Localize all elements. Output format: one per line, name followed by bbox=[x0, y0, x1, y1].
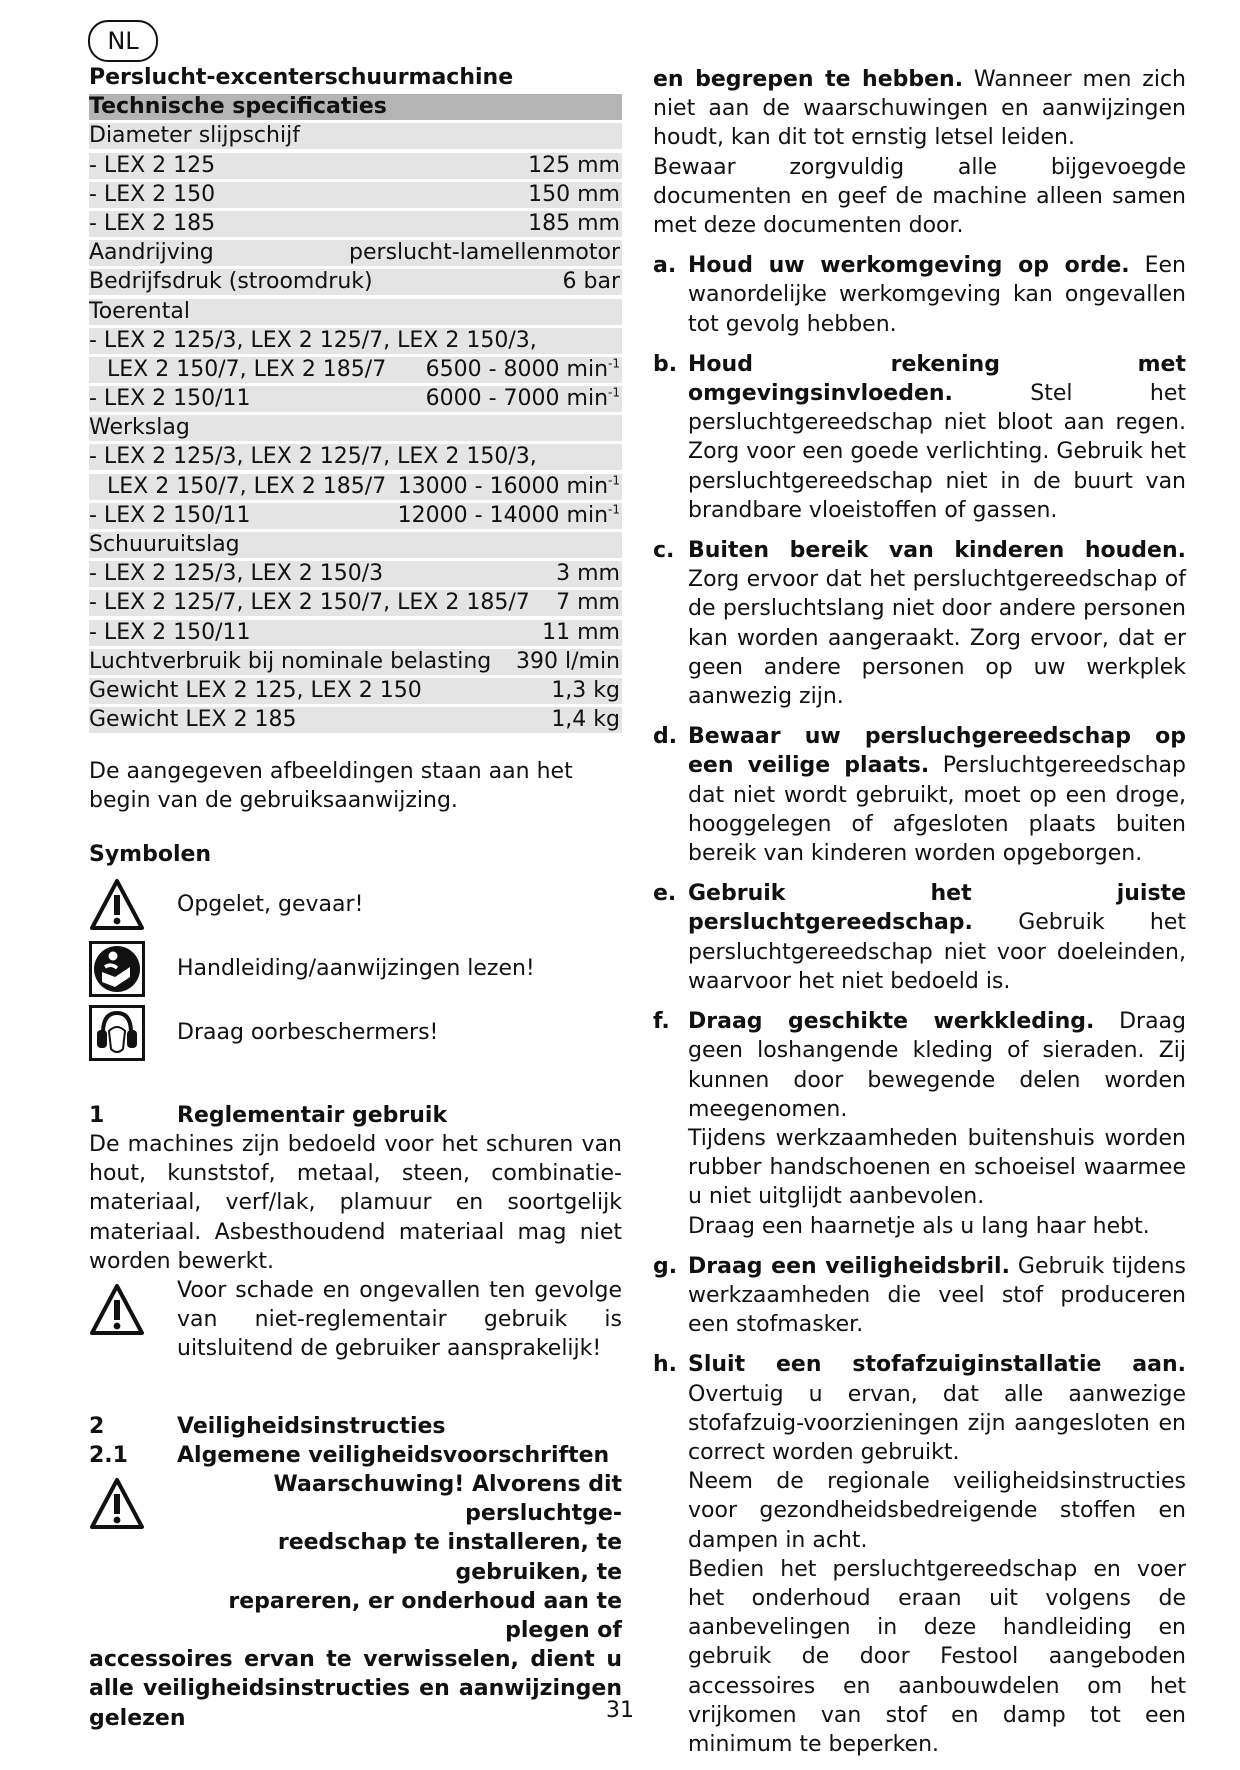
safety-item: c. Buiten bereik van kinderen houden. Zorg ervoor dat het persluchtgereedschap of de persluchtslang niet door andere personen kan worden aangeraakt. Zorg ervoor, dat er geen andere personen op uw werkplek aanwezig zijn. bbox=[653, 538, 1186, 710]
symbol-text: Handleiding/aanwijzingen lezen! bbox=[177, 956, 535, 982]
safety-list bbox=[653, 251, 1186, 1759]
section-1-warning bbox=[89, 1276, 622, 1364]
safety-item: g. Draag een veiligheidsbril. Gebruik tijdens werkzaamheden die veel stof produceren een stofmasker. bbox=[653, 1253, 1186, 1338]
warning-triangle-icon bbox=[89, 877, 145, 933]
spec-row: - LEX 2 125 125 mm bbox=[89, 152, 620, 178]
spec-row: Gewicht LEX 2 125, LEX 2 150 1,3 kg bbox=[89, 677, 620, 703]
symbols-title: Symbolen bbox=[89, 841, 212, 867]
spec-row: - LEX 2 125/7, LEX 2 150/7, LEX 2 185/7 7 mm bbox=[89, 590, 620, 616]
spec-row: - LEX 2 150 150 mm bbox=[89, 181, 620, 207]
spec-row: Schuuruitslag bbox=[89, 532, 622, 558]
safety-item: f. Draag geschikte werkkleding. Draag geen loshangende kleding of sieraden. Zij kunnen door bewegende delen worden meegenomen. Tijdens werkzaamheden buitenshuis worden rubber handschoenen en schoeisel waarmee u niet uitglijdt aanbevolen. Draag een haarnetje als u lang haar hebt. bbox=[653, 1009, 1187, 1239]
spec-row: - LEX 2 125/3, LEX 2 150/3 3 mm bbox=[89, 561, 620, 587]
right-column bbox=[653, 65, 1186, 1770]
spec-row: Aandrijving perslucht-lamellenmotor bbox=[89, 240, 620, 266]
spec-row: Werkslag bbox=[89, 415, 622, 441]
spec-row: Luchtverbruik bij nominale belasting 390 l/min bbox=[89, 648, 620, 674]
read-manual-icon bbox=[89, 941, 145, 997]
spec-row: LEX 2 150/7, LEX 2 185/7 13000 - 16000 $\min^{-1}$ bbox=[89, 474, 622, 500]
left-column bbox=[89, 65, 622, 1733]
symbol-text: Draag oorbeschermers! bbox=[177, 1020, 439, 1046]
section-2-1-heading: 2.1 Algemene veiligheidsvoorschriften bbox=[89, 1442, 610, 1468]
spec-row: Bedrijfsdruk (stroomdruk) 6 bar bbox=[89, 269, 620, 295]
spec-row: Toerental bbox=[89, 299, 622, 325]
safety-item: a. Houd uw werkomgeving op orde. Een wanordelijke werkomgeving kan ongevallen tot gevolg hebben. bbox=[653, 253, 1186, 337]
spec-row: Diameter slijpschijf bbox=[89, 123, 622, 149]
section-2 bbox=[89, 1412, 622, 1733]
section-2-heading: 2 Veiligheidsinstructies bbox=[89, 1413, 446, 1439]
symbol-row bbox=[89, 1005, 622, 1061]
spec-row: - LEX 2 125/3, LEX 2 125/7, LEX 2 150/3, bbox=[89, 328, 622, 354]
spec-row: - LEX 2 125/3, LEX 2 125/7, LEX 2 150/3, bbox=[89, 444, 622, 470]
safety-item: h. Sluit een stofafzuiginstallatie aan. Overtuig u ervan, dat alle aanwezige stofafzuig-voorzieningen zijn aangesloten en correct worden gebruikt. Neem de regionale veiligheidsinstructies voor gezondheidsbedreigende stoffen en dampen in acht. Bedien het persluchtgereedschap en voer het onderhoud eraan uit volgens de aanbevelingen in deze handleiding en gebruik de door Festool aangeboden accessoires en aanbouwdelen om het vrijkomen van stof en damp tot een minimum te beperken. bbox=[653, 1352, 1186, 1757]
ear-protection-icon bbox=[89, 1005, 145, 1061]
warning-line: reedschap te installeren, te gebruiken, te bbox=[277, 1530, 622, 1585]
safety-item: e. Gebruik het juiste persluchtgereedschap. Gebruik het persluchtgereedschap niet voor doeleinden, waarvoor het niet bedoeld is. bbox=[653, 881, 1186, 994]
warning-line: accessoires ervan te verwisselen, dient u alle veiligheidsinstructies en aanwijzingen gelezen bbox=[89, 1647, 622, 1731]
spec-row: - LEX 2 185 185 mm bbox=[89, 210, 620, 236]
section-1-body: De machines zijn bedoeld voor het schuren van hout, kunststof, metaal, steen, combinatie-materiaal, verf/lak, plamuur en soortgelijk materiaal. Asbesthoudend materiaal mag niet worden bewerkt. bbox=[89, 1131, 622, 1274]
section-2-1-warning bbox=[89, 1470, 622, 1645]
spec-row: - LEX 2 150/11 11 mm bbox=[89, 619, 620, 645]
page-number: 31 bbox=[606, 1698, 634, 1723]
safety-item: b. Houd rekening met omgevingsinvloeden. Stel het persluchtgereedschap niet bloot aan regen. Zorg voor een goede verlichting. Gebruik het persluchtgereedschap niet in de buurt van brandbare vloeistoffen of gassen. bbox=[653, 351, 1186, 523]
figures-note: De aangegeven afbeeldingen staan aan het begin van de gebruiksaanwijzing. bbox=[89, 759, 573, 814]
warning-triangle-icon bbox=[89, 1282, 145, 1338]
intro-paragraph: en begrepen te hebben. Wanneer men zich niet aan de waarschuwingen en aanwijzingen houdt, kan dit tot ernstig letsel leiden. bbox=[653, 67, 1186, 151]
safety-item: d. Bewaar uw persluchgereedschap op een veilige plaats. Persluchtgereedschap dat niet wordt gebruikt, moet op een droge, hooggelegen of afgesloten plaats buiten bereik van kinderen worden opgeborgen. bbox=[653, 724, 1186, 867]
language-badge: NL bbox=[88, 20, 158, 62]
spec-table bbox=[89, 65, 622, 733]
symbol-row bbox=[89, 877, 622, 933]
spec-row: LEX 2 150/7, LEX 2 185/7 6500 - 8000 $\min^{-1}$ bbox=[89, 357, 622, 383]
warning-triangle-icon bbox=[89, 1476, 145, 1532]
warning-line: repareren, er onderhoud aan te plegen of bbox=[228, 1588, 622, 1643]
section-1-heading: 1 Reglementair gebruik bbox=[89, 1102, 448, 1128]
spec-row: Gewicht LEX 2 185 1,4 kg bbox=[89, 707, 620, 733]
spec-row: - LEX 2 150/11 12000 - 14000 $\min^{-1}$ bbox=[89, 502, 620, 528]
spec-row: - LEX 2 150/11 6000 - 7000 $\min^{-1}$ bbox=[89, 386, 620, 412]
section-1 bbox=[89, 1101, 622, 1364]
warning-line: Waarschuwing! Alvorens dit persluchtge- bbox=[273, 1471, 622, 1527]
intro-paragraph-2: Bewaar zorgvuldig alle bijgevoegde documenten en geef de machine alleen samen met deze documenten door. bbox=[653, 154, 1186, 239]
symbols-list bbox=[89, 877, 622, 1061]
section-1-warning-text: Voor schade en ongevallen ten gevolge van niet-reglementair gebruik is uitsluitend de gebruiker aansprakelijk! bbox=[177, 1277, 622, 1362]
spec-header: Technische specificaties bbox=[89, 94, 622, 120]
symbol-row bbox=[89, 941, 622, 997]
product-title: Perslucht-excenterschuurmachine bbox=[89, 65, 514, 90]
symbol-text: Opgelet, gevaar! bbox=[177, 892, 364, 918]
